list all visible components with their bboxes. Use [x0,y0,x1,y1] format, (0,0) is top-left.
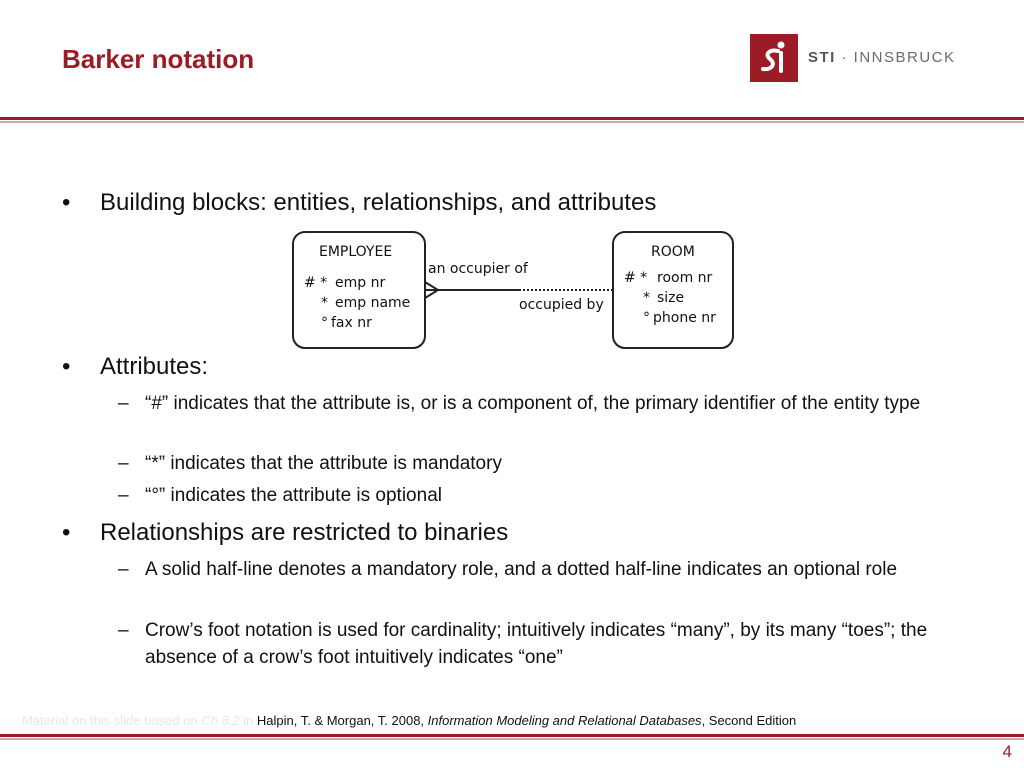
footer-book-title: Information Modeling and Relational Databases [427,713,702,728]
room-attr-prefix: * [643,290,650,306]
entity-room-name: ROOM [651,244,695,260]
sub-item-text: “°” indicates the attribute is optional [145,485,442,506]
employee-attr-name: emp nr [335,275,386,291]
sti-logo [750,34,956,84]
dash-marker: – [118,485,129,506]
header-rule [0,117,1024,120]
role-label-occupier: an occupier of [428,261,528,277]
dash-marker: – [118,393,129,414]
room-attr-prefix: ° [643,310,650,326]
bullet-marker: • [62,189,71,216]
room-attr-prefix: # * [624,270,648,286]
footer-rule [0,734,1024,737]
page-number: 4 [1002,742,1012,761]
sub-item-text: “*” indicates that the attribute is mandatory [145,453,502,474]
room-attr-name: size [657,290,685,306]
header-rule-shadow [0,121,1024,123]
employee-attr-prefix: ° [321,315,328,331]
footer-faded-ref: Ch 8.2 [201,713,240,728]
role-label-occupied: occupied by [519,297,604,313]
dash-marker: – [118,453,129,474]
entity-employee-name: EMPLOYEE [319,244,393,260]
footer-citation-authors: Halpin, T. & Morgan, T. 2008, [256,713,428,728]
employee-attr-prefix: * [321,295,328,311]
crows-foot-icon [425,282,438,298]
employee-attr-prefix: # * [304,275,328,291]
bullet-marker: • [62,353,71,380]
sti-logo-text: STI · INNSBRUCK [808,49,956,66]
slide-title: Barker notation [62,44,255,74]
sti-logo-icon [750,34,798,82]
employee-attr-name: fax nr [331,315,372,331]
bullet-text: Attributes: [100,353,209,380]
bullet-marker: • [62,519,71,546]
room-attr-name: room nr [657,270,713,286]
footer-edition: , Second Edition [701,713,797,728]
sub-item-text: Crow’s foot notation is used for cardinality; intuitively indicates “many”, by its many “toes”; the absence of a crow’s foot intuitively indicates “one” [145,620,928,668]
dash-marker: – [118,620,129,641]
sub-item-text: A solid half-line denotes a mandatory role, and a dotted half-line indicates an optional role [145,559,898,580]
sub-item-text: “#” indicates that the attribute is, or is a component of, the primary identifier of the entity type [145,393,921,414]
footer-faded-prefix: Material on this slide based on [22,713,202,728]
footer-citation [22,713,796,728]
footer-faded-in: in [239,713,257,728]
room-attr-name: phone nr [653,310,716,326]
bullet-text: Relationships are restricted to binaries [100,519,509,546]
bullet-text: Building blocks: entities, relationships, and attributes [100,189,657,216]
barker-er-diagram [290,229,740,351]
employee-attr-name: emp name [335,295,411,311]
footer-rule-shadow [0,738,1024,740]
dash-marker: – [118,559,129,580]
